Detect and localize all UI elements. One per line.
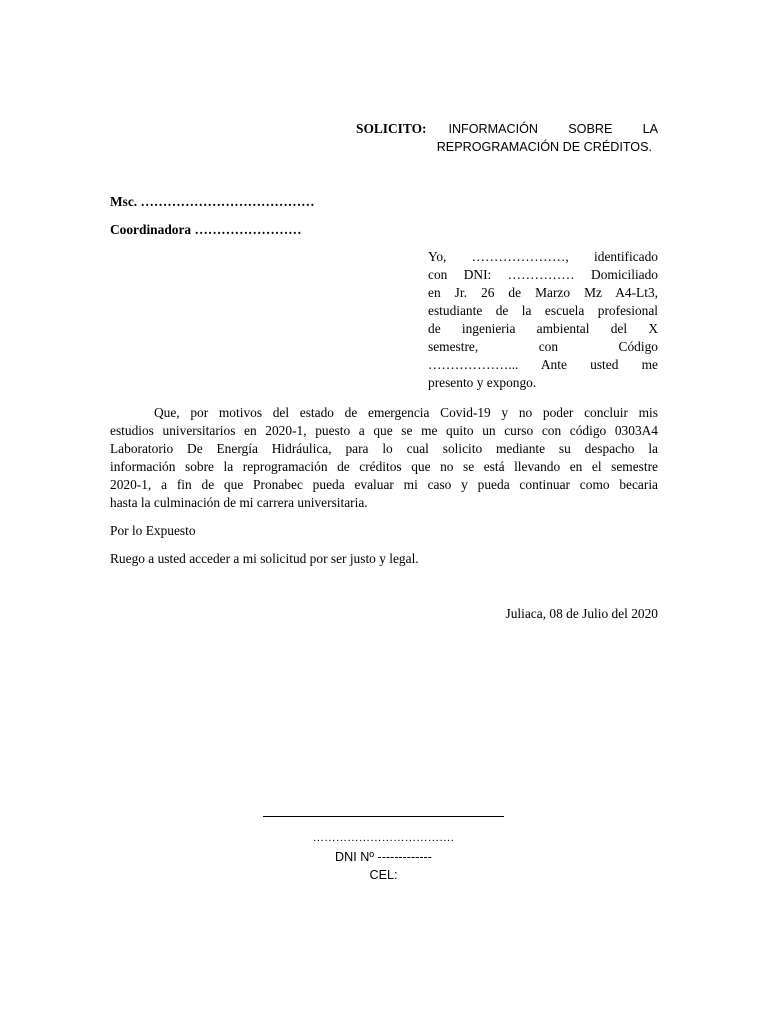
signature-cel: CEL: (369, 868, 398, 882)
intro-line: ………………... Ante usted me (428, 357, 658, 372)
subject-block (356, 120, 658, 156)
closing-phrase: Por lo Expuesto (110, 523, 196, 538)
body-line: Laboratorio De Energía Hidráulica, para lo cual solicito mediante su despacho la (110, 441, 658, 456)
subject-line-2: REPROGRAMACIÓN DE CRÉDITOS. (436, 140, 652, 154)
intro-line: semestre, con Código (428, 339, 658, 354)
intro-line: presento y expongo. (428, 375, 537, 390)
body-line: estudios universitarios en 2020-1, puesto a que se me quito un curso con código 0303A4 (110, 423, 658, 438)
intro-line: Yo, …………………, identificado (428, 249, 658, 264)
intro-line: estudiante de la escuela profesional (428, 303, 658, 318)
body-line: Que, por motivos del estado de emergencia Covid-19 y no poder concluir mis (154, 405, 658, 420)
addressee-coordinator: Coordinadora …………………… (110, 222, 302, 237)
signature-dni: DNI Nº ------------- (335, 850, 432, 864)
intro-line: en Jr. 26 de Marzo Mz A4-Lt3, (428, 285, 658, 300)
body-line: 2020-1, a fin de que Pronabec pueda evaluar mi caso y pueda continuar como becaria (110, 477, 658, 492)
body-line: información sobre la reprogramación de créditos que no se está llevando en el semestre (110, 459, 658, 474)
intro-line: con DNI: …………… Domiciliado (428, 267, 658, 282)
signature-name-dots: ………………………………. (312, 832, 455, 844)
addressee-msc: Msc. ………………………………… (110, 194, 315, 209)
intro-line: de ingenieria ambiental del X (428, 321, 658, 336)
body-line: hasta la culminación de mi carrera universitaria. (110, 495, 368, 510)
closing-request: Ruego a usted acceder a mi solicitud por ser justo y legal. (110, 551, 419, 566)
subject-label: SOLICITO: (356, 121, 427, 136)
signature-line (263, 816, 504, 817)
body-paragraph (110, 404, 658, 512)
date-line: Juliaca, 08 de Julio del 2020 (505, 606, 658, 621)
intro-paragraph (428, 248, 658, 392)
subject-line-1: INFORMACIÓN SOBRE LA (448, 122, 658, 136)
